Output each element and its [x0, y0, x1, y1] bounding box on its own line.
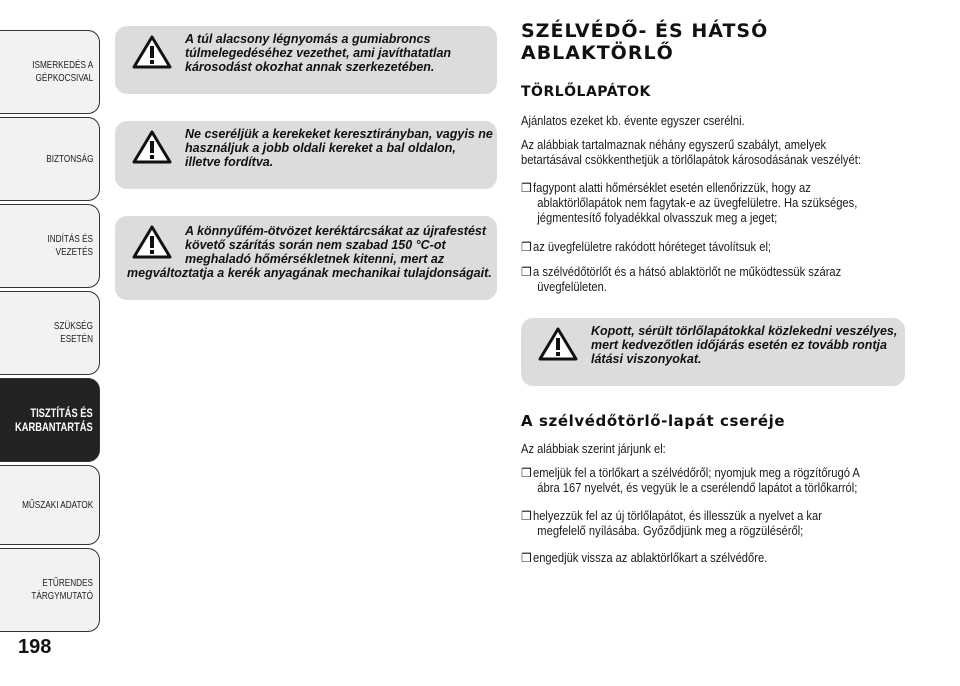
section-intro	[521, 441, 911, 456]
warning-triangle-icon	[537, 326, 579, 362]
warning-line: Kopott, sérült törlőlapátokkal közlekedni veszélyes,	[591, 324, 898, 338]
text-line: ablaktörlőlapátok nem fagytak-e az üvegfelületre. Ha szükséges,	[537, 195, 858, 210]
tab-ismerkedes[interactable]	[0, 30, 100, 114]
list-item	[521, 550, 911, 565]
warning-line: túlmelegedéséhez vezethet, ami javíthatatlan	[185, 46, 452, 60]
warning-line: használjuk a jobb oldali kereket a bal oldalon,	[185, 141, 456, 155]
warning-line: meghaladó hőmérsékletnek kitenni, mert az	[185, 252, 445, 266]
list-item	[521, 465, 911, 495]
text-line: betartásával csökkenthetjük a törlőlapátok károsodásának veszélyét:	[521, 152, 861, 167]
text-line: jégmentesítő folyadékkal olvasszuk meg a jeget;	[537, 210, 778, 225]
tab-szukseg[interactable]	[0, 291, 100, 375]
text-line: Az alábbiak szerint járjunk el:	[521, 441, 666, 456]
tab-label: MŰSZAKI ADATOK	[21, 498, 93, 511]
tab-inditas[interactable]	[0, 204, 100, 288]
checkbox-bullet-icon: ❒	[521, 551, 532, 565]
warning-triangle-icon	[131, 34, 173, 70]
text-line: Ajánlatos ezeket kb. évente egyszer cserélni.	[521, 113, 745, 128]
text-line: helyezzük fel az új törlőlapátot, és illesszük a nyelvet a kar	[533, 508, 822, 523]
list-item	[521, 508, 911, 538]
warning-line: A könnyűfém-ötvözet keréktárcsákat az újrafestést	[185, 224, 487, 238]
checkbox-bullet-icon: ❒	[521, 466, 532, 480]
checkbox-bullet-icon: ❒	[521, 181, 532, 195]
tab-label: SZÜKSÉG ESETÉN	[53, 320, 93, 345]
warning-text	[185, 127, 493, 169]
text-line: Az alábbiak tartalmaznak néhány egyszerű szabályt, amelyek	[521, 137, 827, 152]
warning-triangle-icon	[131, 129, 173, 165]
warning-line: A túl alacsony légnyomás a gumiabroncs	[185, 32, 431, 46]
text-line: a szélvédőtörlőt és a hátsó ablaktörlőt ne működtessük száraz	[533, 264, 842, 279]
tab-biztonsag[interactable]	[0, 117, 100, 201]
tab-targymutato[interactable]	[0, 548, 100, 632]
warning-text	[591, 324, 897, 366]
page-number: 198	[18, 636, 52, 658]
text-line: emeljük fel a törlőkart a szélvédőről; nyomjuk meg a rögzítőrugó A	[533, 465, 860, 480]
warning-box-tire-pressure	[115, 26, 497, 94]
text-line: az üvegfelületre rakódott hóréteget távolítsuk el;	[533, 239, 772, 254]
warning-line: illetve fordítva.	[185, 155, 274, 169]
text-line: engedjük vissza az ablaktörlőkart a szélvédőre.	[533, 550, 768, 565]
tab-label: INDÍTÁS ÉS VEZETÉS	[47, 233, 93, 258]
tab-label: ISMERKEDÉS A GÉPKOCSIVAL	[32, 59, 93, 84]
list-item	[521, 180, 911, 225]
tab-tisztitas[interactable]	[0, 378, 100, 462]
title-line: ABLAKTÖRLŐ	[521, 42, 674, 64]
section-subtitle: TÖRLŐLAPÁTOK	[521, 84, 651, 100]
checkbox-bullet-icon: ❒	[521, 265, 532, 279]
list-item	[521, 239, 911, 254]
warning-box-worn-blades	[521, 318, 905, 386]
warning-triangle-icon	[131, 224, 173, 260]
warning-box-wheel-swap	[115, 121, 497, 189]
checkbox-bullet-icon: ❒	[521, 240, 532, 254]
warning-text	[185, 32, 451, 74]
section-heading: A szélvédőtörlő-lapát cseréje	[521, 412, 786, 430]
title-line: SZÉLVÉDŐ- ÉS HÁTSÓ	[521, 20, 769, 42]
list-item	[521, 264, 911, 294]
warning-line: megváltoztatja a kerék anyagának mechanikai tulajdonságait.	[127, 266, 492, 280]
warning-line: károsodást okozhat annak szerkezetében.	[185, 60, 435, 74]
text-line: megfelelő nyílásába. Győződjünk meg a rögzüléséről;	[537, 523, 804, 538]
tab-label: ETŰRENDES TÁRGYMUTATÓ	[31, 577, 93, 602]
warning-line: követő szárítás során nem szabad 150 °C-ot	[185, 238, 446, 252]
text-line: fagypont alatti hőmérséklet esetén ellenőrizzük, hogy az	[533, 180, 811, 195]
checkbox-bullet-icon: ❒	[521, 509, 532, 523]
warning-line: látási viszonyokat.	[591, 352, 702, 366]
intro-paragraph-2	[521, 137, 911, 167]
text-line: ábra 167 nyelvét, és vegyük le a cserélendő lapátot a törlőkarról;	[537, 480, 858, 495]
tab-label: TISZTÍTÁS ÉS KARBANTARTÁS	[15, 406, 93, 434]
tab-label: BIZTONSÁG	[45, 152, 93, 165]
page-title	[521, 20, 821, 64]
warning-line: mert kedvezőtlen időjárás esetén ez tovább rontja	[591, 338, 887, 352]
tab-muszaki[interactable]	[0, 465, 100, 545]
warning-box-alloy-wheels	[115, 216, 497, 300]
text-line: üvegfelületen.	[537, 279, 607, 294]
warning-text	[185, 224, 486, 266]
intro-paragraph-1	[521, 113, 911, 128]
warning-line: Ne cseréljük a kerekeket keresztirányban, vagyis ne	[185, 127, 493, 141]
